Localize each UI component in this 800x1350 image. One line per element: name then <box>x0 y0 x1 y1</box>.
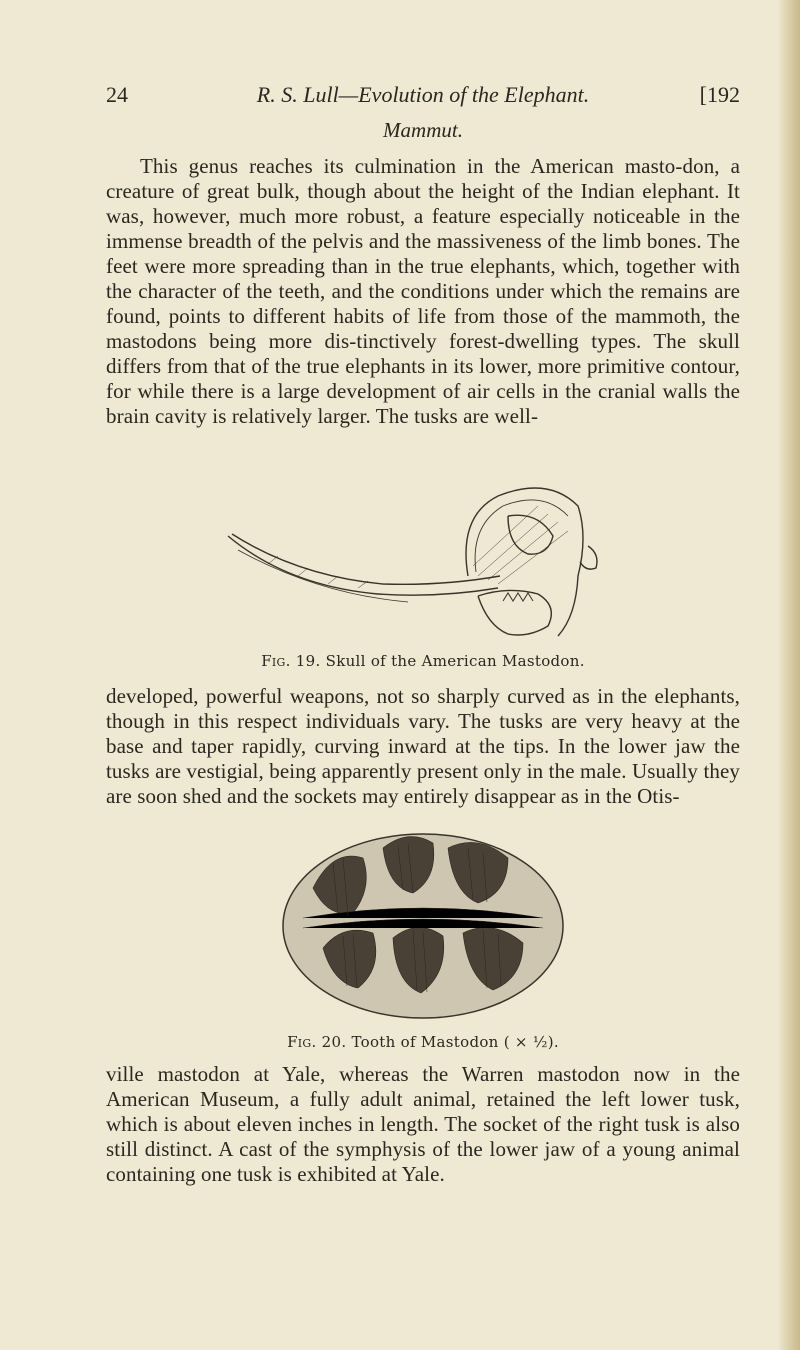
figure-19-text: Skull of the American Mastodon. <box>325 652 585 670</box>
bracket-number: [192 <box>699 82 740 107</box>
running-title: R. S. Lull—Evolution of the Elephant. <box>256 82 590 107</box>
page-edge <box>778 0 800 1350</box>
figure-20-text: Tooth of Mastodon ( × ½). <box>351 1033 559 1051</box>
figure-19-number: Fig. 19. <box>261 652 321 670</box>
running-header <box>106 80 740 110</box>
paragraph-2: developed, powerful weapons, not so sharply curved as in the elephants, though in this respect individuals vary. The tusks are very heavy at the base and taper rapidly, curving inward at the tips. In the lower jaw the tusks are vestigial, being apparently present only in the male. Usually they are soon shed and the sockets may entirely disappear as in the Otis- <box>106 684 740 808</box>
figure-19 <box>106 476 740 646</box>
figure-20 <box>106 818 740 1028</box>
figure-19-caption <box>106 652 740 670</box>
mastodon-skull-illustration <box>208 476 638 646</box>
figure-20-caption <box>106 1033 740 1051</box>
paragraph-3: ville mastodon at Yale, whereas the Warren mastodon now in the American Museum, a fully adult animal, retained the left lower tusk, which is about eleven inches in length. The socket of the right tusk is also still distinct. A cast of the symphysis of the lower jaw of a young animal containing one tusk is exhibited at Yale. <box>106 1062 740 1186</box>
page-number: 24 <box>106 82 128 107</box>
section-title: Mammut. <box>383 118 463 142</box>
mastodon-tooth-illustration <box>273 818 573 1028</box>
paragraph-1: This genus reaches its culmination in the American masto-don, a creature of great bulk, though about the height of the Indian elephant. It was, however, much more robust, a feature especially noticeable in the immense breadth of the pelvis and the massiveness of the limb bones. The feet were more spreading than in the true elephants, which, together with the character of the teeth, and the conditions under which the remains are found, points to different habits of life from those of the mammoth, the mastodons being more dis-tinctively forest-dwelling types. The skull differs from that of the true elephants in its lower, more primitive contour, for while there is a large development of air cells in the cranial walls the brain cavity is relatively larger. The tusks are well- <box>106 154 740 428</box>
figure-20-number: Fig. 20. <box>287 1033 347 1051</box>
